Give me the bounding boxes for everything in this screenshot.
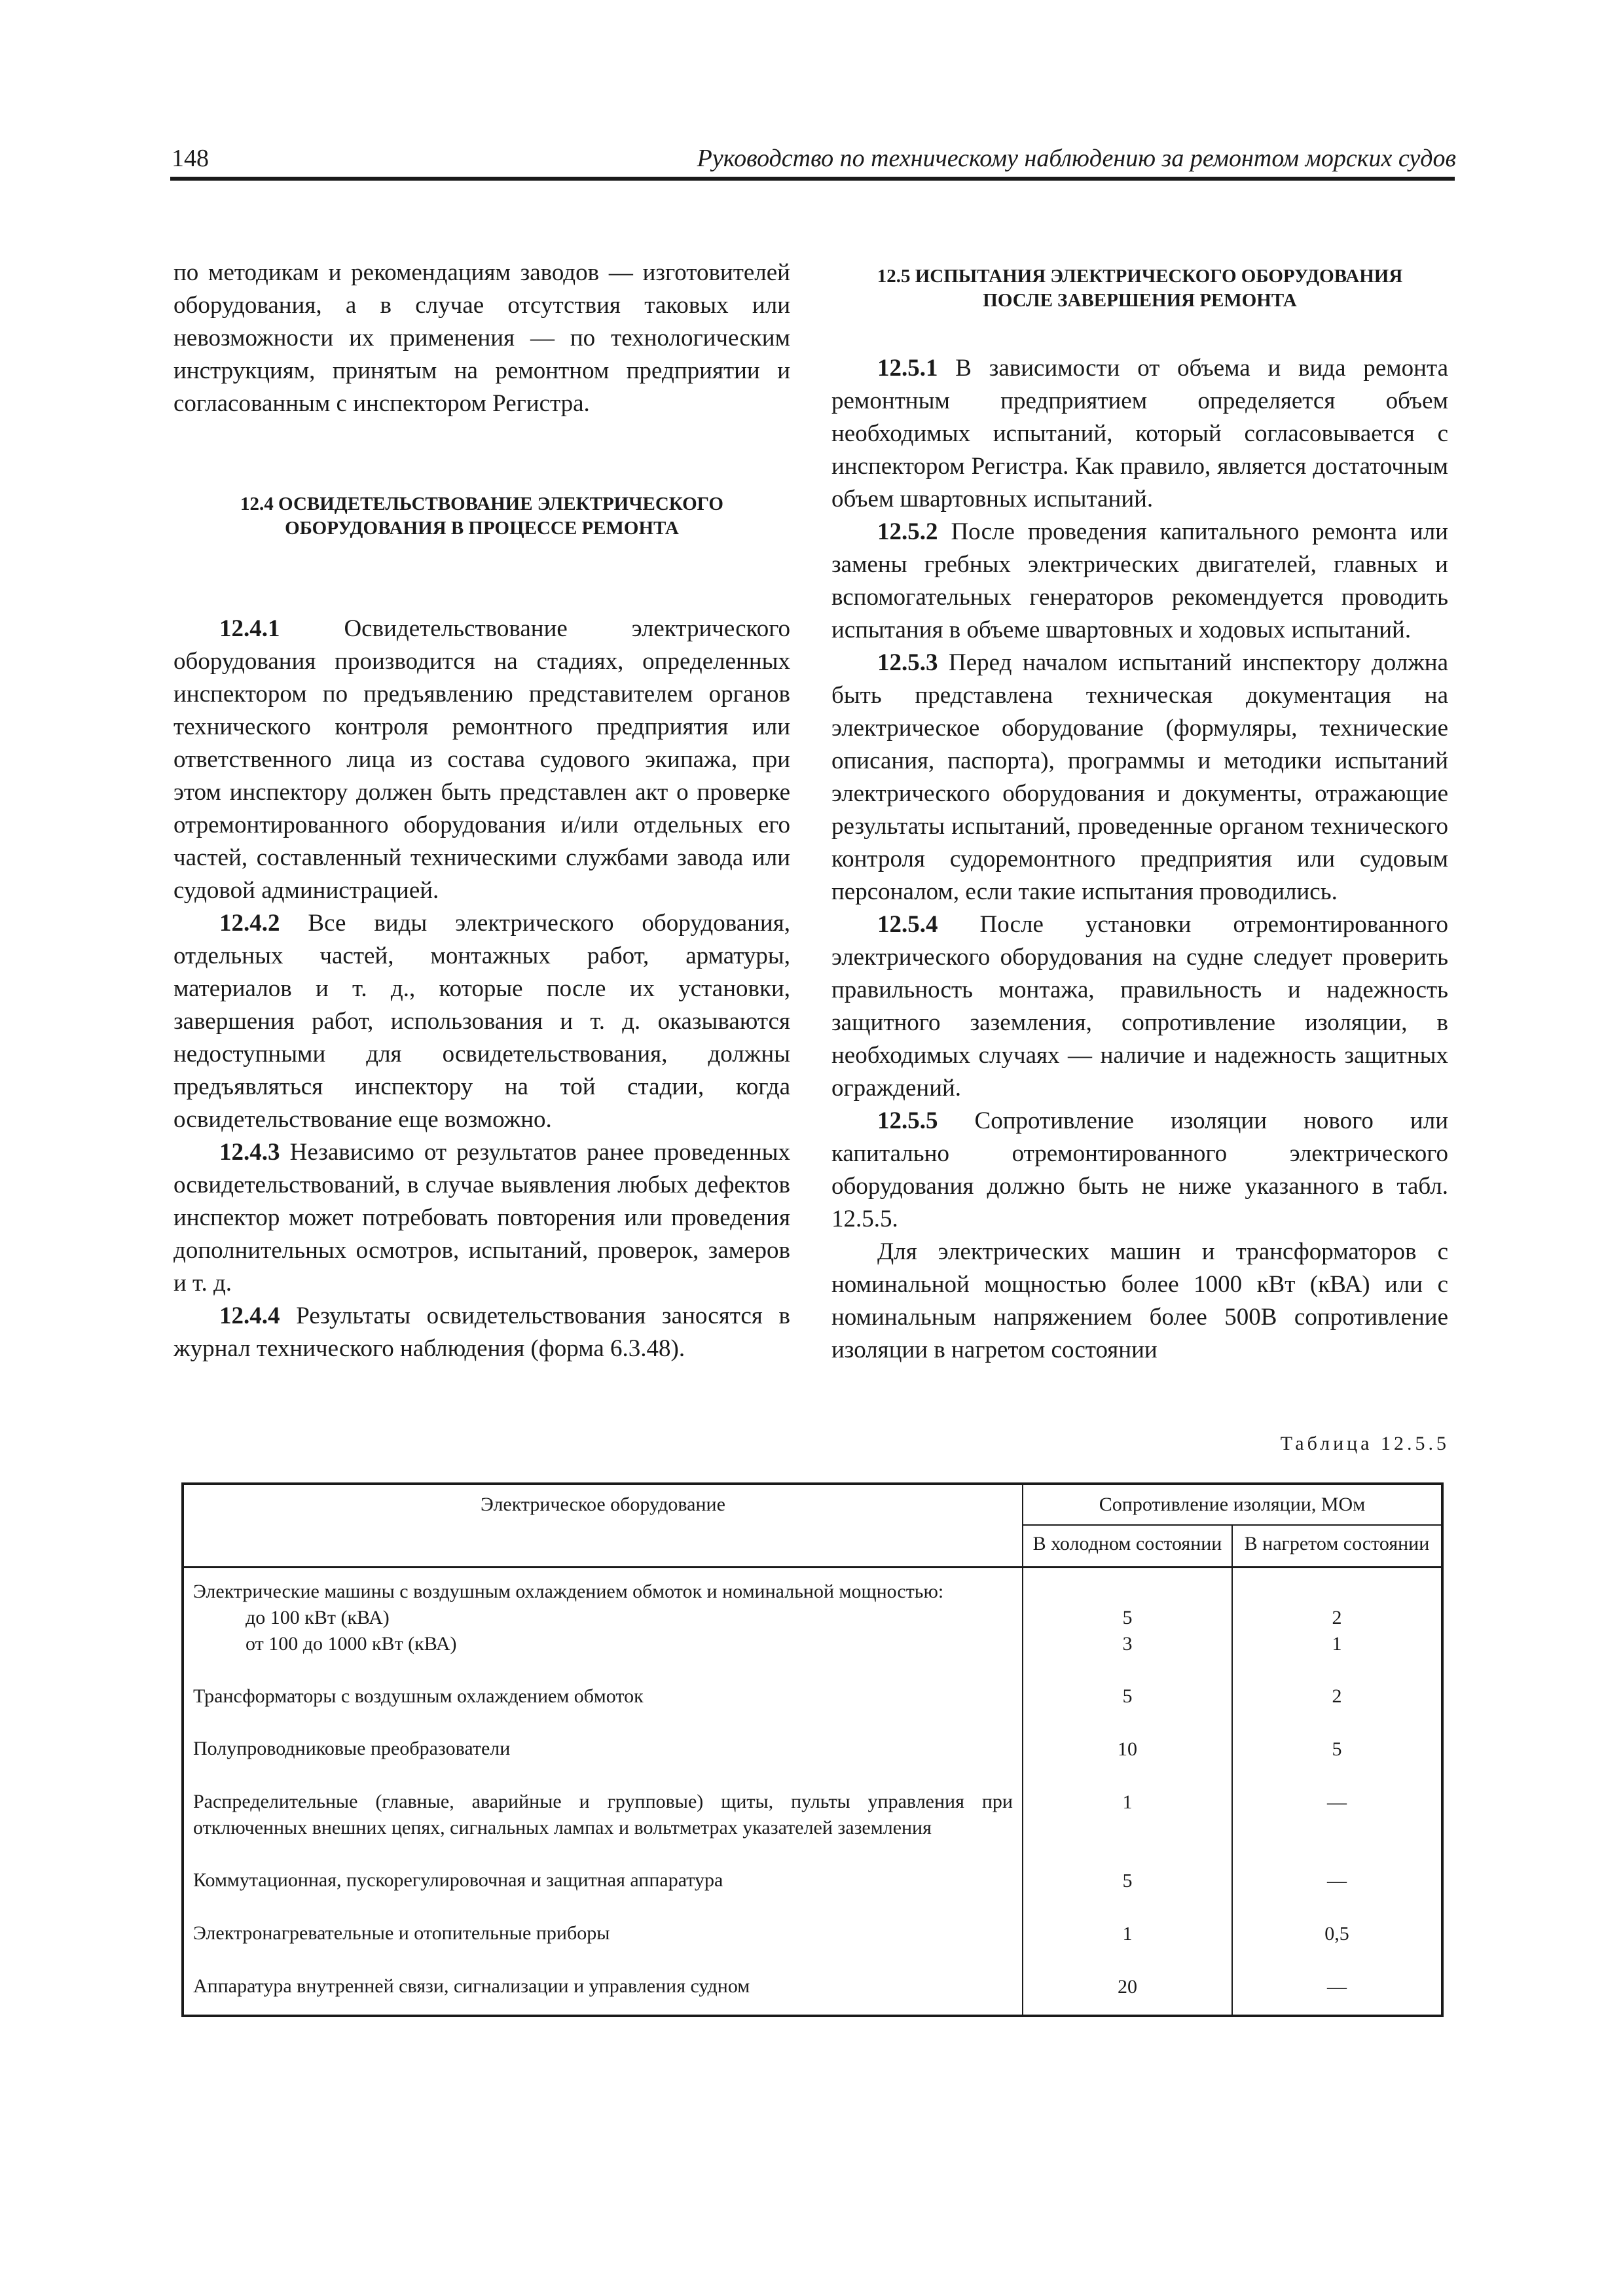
header-rule (170, 177, 1455, 181)
paragraph-12-4-2 (173, 907, 790, 1136)
table-cell-hot: — (1232, 1867, 1442, 1920)
clause-text: Перед началом испытаний инспектору должна быть представлена техническая документация на электрическое оборудование (формуляры, технические описания, паспорта), программы и методики испытаний электрического оборудования и документы, отражающие результаты испытаний, проведенные органом технического контроля судоремонтного предприятия или судовым персоналом, если такие испытания проводились. (831, 649, 1448, 905)
table-cell-equipment: Аппаратура внутренней связи, сигнализации и управления судном (183, 1973, 1023, 2016)
cold-value: 3 (1122, 1633, 1133, 1655)
table-cell-hot: — (1232, 1973, 1442, 2016)
table-row (183, 1657, 1442, 1736)
table-cell-cold: 1 (1023, 1920, 1232, 1973)
table-cell-hot: 2 (1232, 1657, 1442, 1736)
column-header-cold: В холодном состоянии (1023, 1525, 1232, 1568)
clause-text: Все виды электрического оборудования, отдельных частей, монтажных работ, арматуры, материалов и т. д., которые после их установки, завершения работ, использования и т. д. оказываются недоступными для освидетельствования, должны предъявляться инспектору на той стадии, когда освидетельствование еще возможно. (173, 910, 790, 1133)
clause-number: 12.4.3 (219, 1139, 280, 1166)
table-cell-equipment: Трансформаторы с воздушным охлаждением обмоток (183, 1657, 1023, 1736)
paragraph-continuation: Для электрических машин и трансформаторов с номинальной мощностью более 1000 кВт (кВА) или с номинальным напряжением более 500В сопротивление изоляции в нагретом состоянии (831, 1238, 1448, 1363)
clause-number: 12.4.2 (219, 910, 280, 937)
table-cell-equipment (183, 1568, 1023, 1658)
table-row (183, 1920, 1442, 1973)
clause-text: Независимо от результатов ранее проведенных освидетельствований, в случае выявления любых дефектов инспектор может потребовать повторения или проведения дополнительных осмотров, испытаний, проверок, замеров и т. д. (173, 1139, 790, 1297)
running-title: Руководство по техническому наблюдению за ремонтом морских судов (697, 145, 1456, 172)
clause-number: 12.5.5 (877, 1107, 938, 1134)
right-column (831, 257, 1448, 1367)
table-caption: Таблица 12.5.5 (1280, 1433, 1450, 1454)
table-cell-cold (1023, 1568, 1232, 1658)
clause-number: 12.5.1 (877, 355, 938, 382)
paragraph-12-4-4 (173, 1300, 790, 1365)
clause-number: 12.5.3 (877, 649, 938, 676)
column-header-equipment: Электрическое оборудование (183, 1484, 1023, 1568)
column-header-hot: В нагретом состоянии (1232, 1525, 1442, 1568)
table-cell-equipment: Полупроводниковые преобразователи (183, 1736, 1023, 1789)
clause-number: 12.4.1 (219, 615, 280, 642)
page-number: 148 (172, 145, 209, 172)
table-cell-equipment (183, 1789, 1023, 1867)
table-row (183, 1568, 1442, 1658)
section-heading-line: 12.5 ИСПЫТАНИЯ ЭЛЕКТРИЧЕСКОГО ОБОРУДОВАНИЯ (877, 266, 1403, 287)
hot-value: 2 (1332, 1607, 1342, 1628)
equipment-subitem: до 100 кВт (кВА) (246, 1607, 390, 1628)
table-cell-cold: 10 (1023, 1736, 1232, 1789)
section-heading-line: ПОСЛЕ ЗАВЕРШЕНИЯ РЕМОНТА (983, 290, 1297, 311)
section-heading-12-5 (831, 264, 1448, 313)
table-row (183, 1789, 1442, 1867)
insulation-resistance-table (181, 1482, 1444, 2017)
table-cell-cold: 5 (1023, 1657, 1232, 1736)
clause-number: 12.4.4 (219, 1302, 280, 1329)
clause-text: После проведения капитального ремонта или замены гребных электрических двигателей, главных и вспомогательных генераторов рекомендуется проводить испытания в объеме швартовных и ходовых испытаний. (831, 518, 1448, 643)
table-cell-hot (1232, 1568, 1442, 1658)
paragraph-12-5-2 (831, 516, 1448, 647)
cold-value: 5 (1122, 1607, 1133, 1628)
section-heading-line: 12.4 ОСВИДЕТЕЛЬСТВОВАНИЕ ЭЛЕКТРИЧЕСКОГО (240, 493, 723, 514)
paragraph-12-5-5 (831, 1105, 1448, 1236)
table-cell-cold: 1 (1023, 1789, 1232, 1867)
table-cell-equipment: Электронагревательные и отопительные приборы (183, 1920, 1023, 1973)
clause-text: Результаты освидетельствования заносятся в журнал технического наблюдения (форма 6.3.48). (173, 1302, 790, 1362)
paragraph-12-4-1 (173, 613, 790, 907)
table-row (183, 1736, 1442, 1789)
intro-paragraph: по методикам и рекомендациям заводов — изготовителей оборудования, а в случае отсутствия таковых или невозможности их применения — по технологическим инструкциям, принятым на ремонтном предприятии и согласованным с инспектором Регистра. (173, 259, 790, 417)
table-cell-hot: 5 (1232, 1736, 1442, 1789)
hot-value: 1 (1332, 1633, 1342, 1655)
table-cell-hot: 0,5 (1232, 1920, 1442, 1973)
clause-text: В зависимости от объема и вида ремонта ремонтным предприятием определяется объем необходимых испытаний, который согласовывается с инспектором Регистра. Как правило, является достаточным объем швартовных испытаний. (831, 355, 1448, 512)
section-heading-line: ОБОРУДОВАНИЯ В ПРОЦЕССЕ РЕМОНТА (285, 518, 679, 539)
equipment-subitem: от 100 до 1000 кВт (кВА) (246, 1633, 457, 1655)
paragraph-12-4-3 (173, 1136, 790, 1300)
table-cell-hot: — (1232, 1789, 1442, 1867)
equipment-group-label: Электрические машины с воздушным охлаждением обмоток и номинальной мощностью: (193, 1581, 944, 1602)
section-heading-12-4 (173, 492, 790, 541)
table-row (183, 1867, 1442, 1920)
table-cell-cold: 20 (1023, 1973, 1232, 2016)
clause-text: После установки отремонтированного электрического оборудования на судне следует проверить правильность монтажа, правильность и надежность защитного заземления, сопротивление изоляции, в необходимых случаях — наличие и надежность защитных ограждений. (831, 911, 1448, 1102)
paragraph-12-5-4 (831, 908, 1448, 1105)
left-column (173, 257, 790, 1365)
clause-text: Освидетельствование электрического оборудования производится на стадиях, определенных инспектором по предъявлению представителем органов технического контроля ремонтного предприятия или ответственного лица из состава судового экипажа, при этом инспектору должен быть представлен акт о проверке отремонтированного оборудования и/или отдельных его частей, составленный техническими службами завода или судовой администрацией. (173, 615, 790, 904)
paragraph-12-5-3 (831, 647, 1448, 908)
equipment-label: Распределительные (главные, аварийные и групповые) щиты, пульты управления при отключенных внешних цепях, сигнальных лампах и вольтметрах указателей заземления (193, 1791, 1013, 1839)
table-cell-equipment: Коммутационная, пускорегулировочная и защитная аппаратура (183, 1867, 1023, 1920)
clause-text: Сопротивление изоляции нового или капитально отремонтированного электрического оборудования должно быть не ниже указанного в табл. 12.5.5. (831, 1107, 1448, 1232)
clause-number: 12.5.2 (877, 518, 938, 545)
table-cell-cold: 5 (1023, 1867, 1232, 1920)
table-row (183, 1973, 1442, 2016)
column-header-resistance: Сопротивление изоляции, МОм (1023, 1484, 1442, 1525)
clause-number: 12.5.4 (877, 911, 938, 938)
paragraph-12-5-1 (831, 352, 1448, 516)
